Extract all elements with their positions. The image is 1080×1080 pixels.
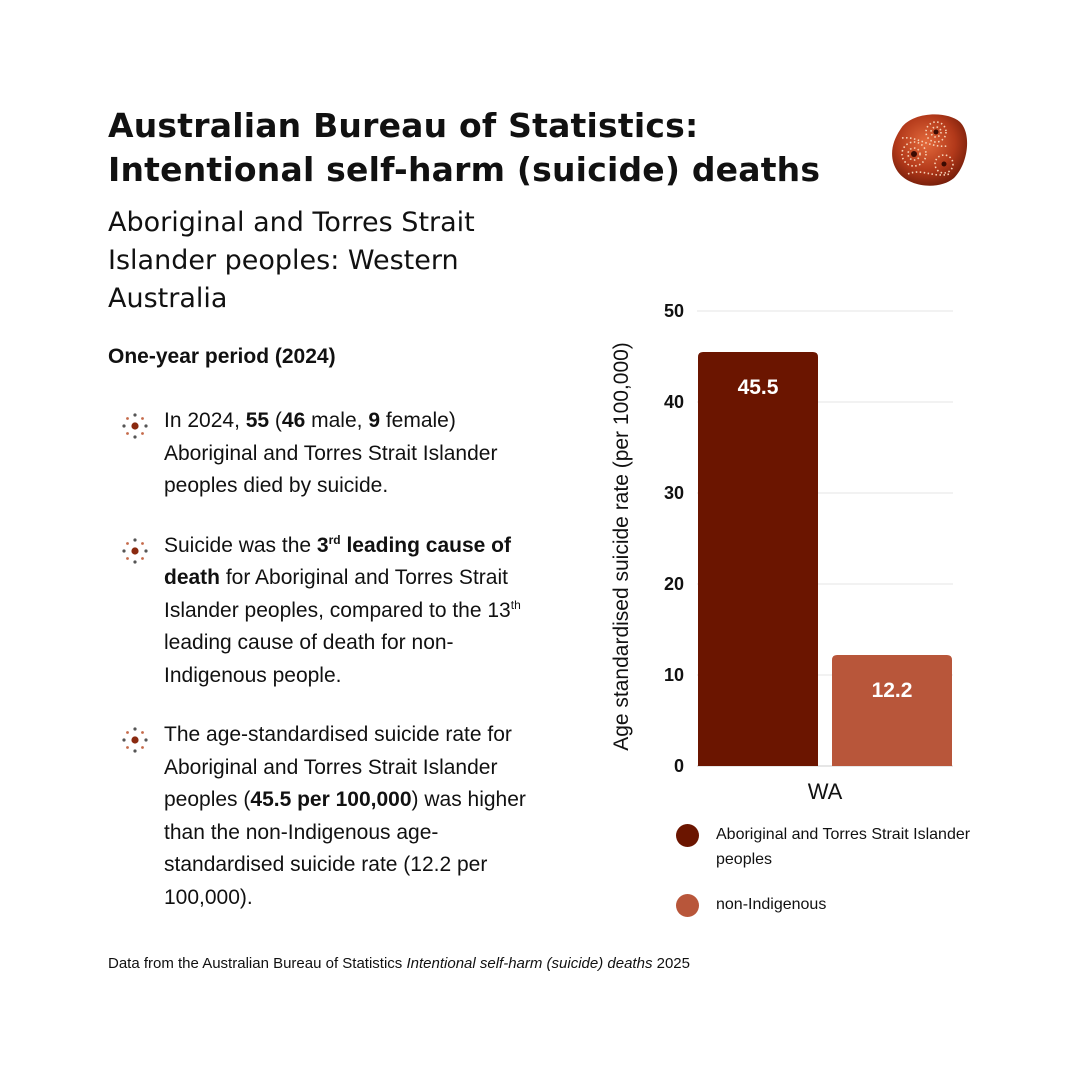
page-title <box>108 104 868 192</box>
subtitle: Aboriginal and Torres Strait Islander peoples: Western Australia <box>108 207 475 314</box>
y-axis-label: Age standardised suicide rate (per 100,000) <box>610 342 633 751</box>
y-tick-label: 20 <box>663 574 684 594</box>
y-tick-label: 10 <box>663 665 684 685</box>
y-tick-label: 0 <box>673 756 684 776</box>
legend-label-non-indigenous: non-Indigenous <box>716 896 827 913</box>
dot-circle-icon <box>120 725 150 755</box>
x-category-label: WA <box>807 779 843 804</box>
dot-circle-icon <box>120 536 150 566</box>
bar-aboriginal <box>698 352 818 766</box>
y-tick-label: 40 <box>663 392 684 412</box>
source-note: Data from the Australian Bureau of Statistics Intentional self-harm (suicide) deaths 2025 <box>108 955 690 972</box>
y-tick-label: 30 <box>663 483 684 503</box>
period-heading: One-year period (2024) <box>108 345 336 368</box>
y-tick-label: 50 <box>663 301 684 321</box>
bullet-list <box>120 405 540 941</box>
legend-item-aboriginal <box>676 822 996 872</box>
bar-non-indigenous <box>832 655 952 766</box>
legend-item-non-indigenous <box>676 892 996 917</box>
legend-swatch-non-indigenous <box>676 894 699 917</box>
bullet-leading-cause: Suicide was the 3rd leading cause of death for Aboriginal and Torres Strait Islander peoples, compared to the 13th leading cause of death for non-Indigenous people. <box>120 530 540 693</box>
dot-circle-icon <box>120 411 150 441</box>
bullet-age-standardised-rate: The age-standardised suicide rate for Aboriginal and Torres Strait Islander peoples (45.5 per 100,000) was higher than the non-Indigenous age-standardised suicide rate (12.2 per 100,000). <box>120 719 540 914</box>
title-line-1: Australian Bureau of Statistics: <box>108 106 699 145</box>
bar-value-label: 12.2 <box>871 678 913 702</box>
dot-painting-stone-icon <box>888 108 970 190</box>
bullet-deaths-count: In 2024, 55 (46 male, 9 female) Aboriginal and Torres Strait Islander peoples died by suicide. <box>120 405 540 503</box>
bar-value-label: 45.5 <box>737 375 779 399</box>
legend-label-aboriginal: Aboriginal and Torres Strait Islander peoples <box>716 826 971 868</box>
title-line-2: Intentional self-harm (suicide) deaths <box>108 150 821 189</box>
chart-legend <box>676 822 996 937</box>
legend-swatch-aboriginal <box>676 824 699 847</box>
